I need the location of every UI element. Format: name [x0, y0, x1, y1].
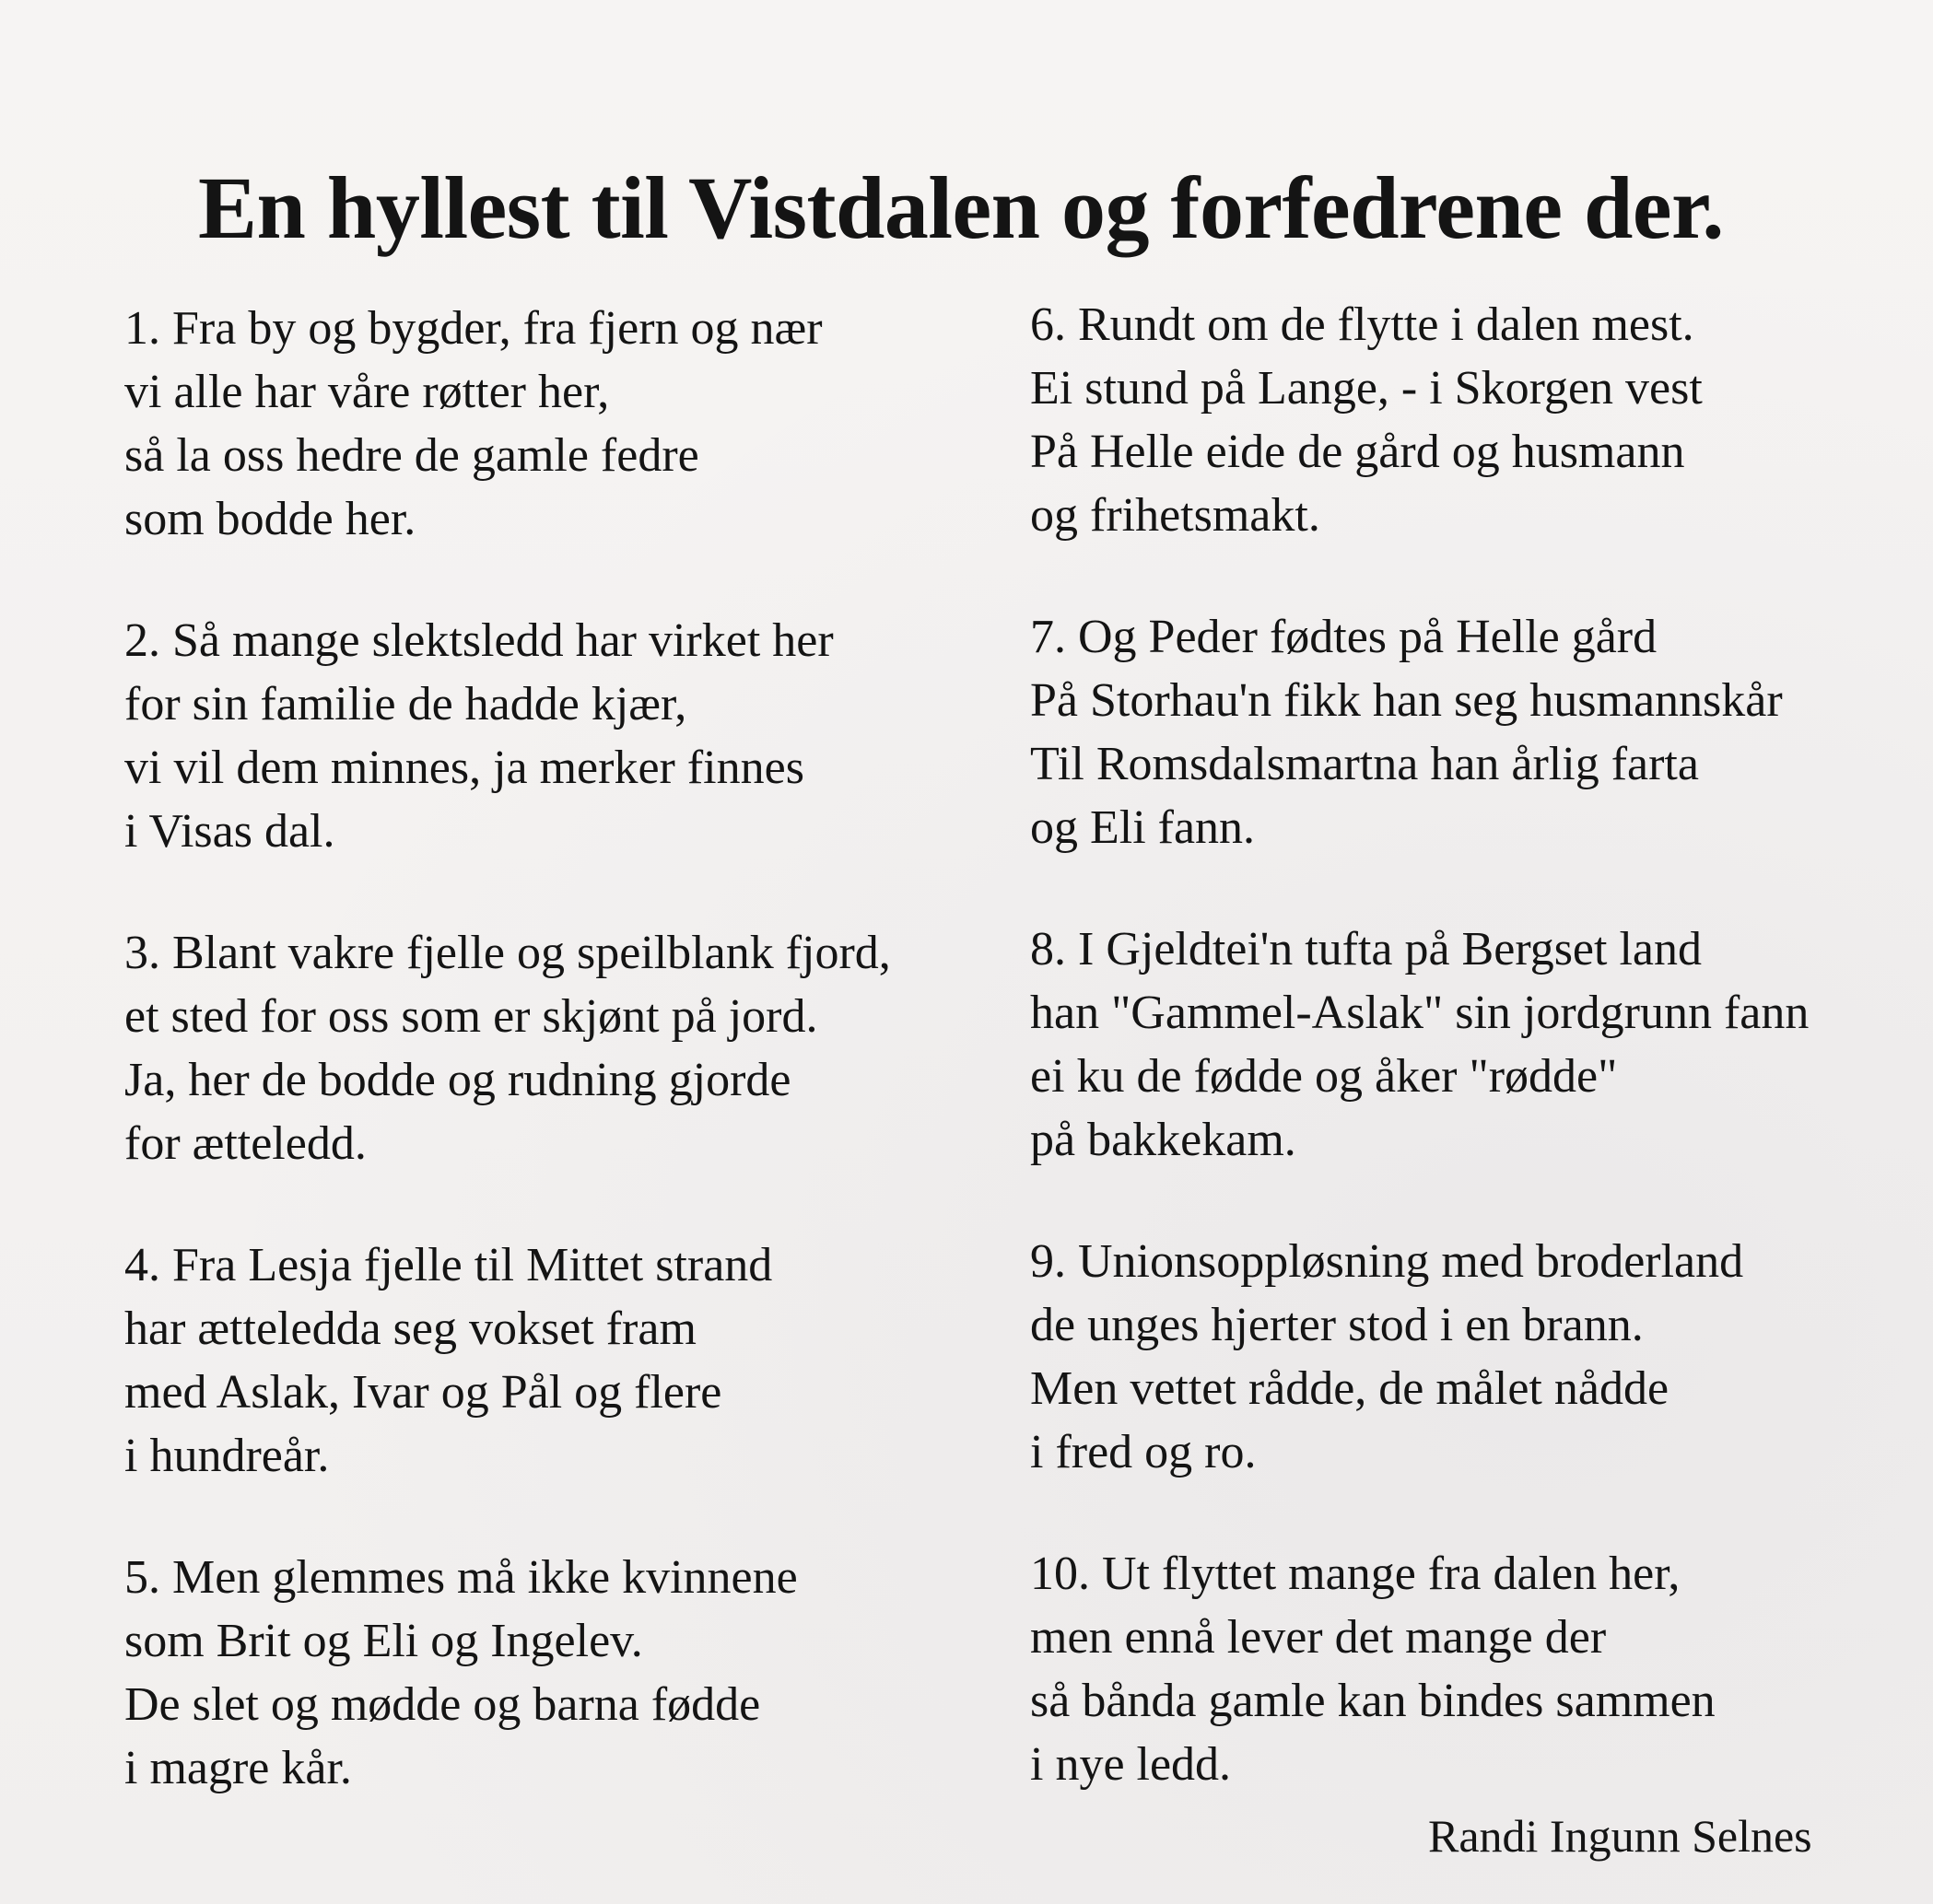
stanza-line: i nye ledd.	[1030, 1738, 1232, 1791]
stanza-line: 4. Fra Lesja fjelle til Mittet strand	[124, 1239, 773, 1291]
stanza-line: 1. Fra by og bygder, fra fjern og nær	[124, 302, 823, 355]
stanza-line: med Aslak, Ivar og Pål og flere	[124, 1366, 722, 1419]
stanza-line: På Storhau'n fikk han seg husmannskår	[1030, 674, 1783, 727]
stanza-8	[1030, 917, 1859, 1172]
stanza-line: men ennå lever det mange der	[1030, 1611, 1607, 1664]
stanza-10	[1030, 1542, 1859, 1796]
stanza-6	[1030, 293, 1859, 547]
stanza-line: 2. Så mange slektsledd har virket her	[124, 614, 834, 667]
stanza-line: 7. Og Peder fødtes på Helle gård	[1030, 611, 1658, 663]
stanza-line: Men vettet rådde, de målet nådde	[1030, 1362, 1669, 1415]
stanza-1	[124, 297, 954, 551]
stanza-line: som bodde her.	[124, 493, 416, 545]
stanza-2	[124, 609, 954, 863]
stanza-4	[124, 1233, 954, 1488]
stanza-line: han "Gammel-Aslak" sin jordgrunn fann	[1030, 987, 1810, 1039]
left-column	[124, 297, 954, 1800]
stanza-line: Til Romsdalsmartna han årlig farta	[1030, 738, 1699, 790]
stanza-line: på bakkekam.	[1030, 1114, 1296, 1166]
stanza-line: Ei stund på Lange, - i Skorgen vest	[1030, 362, 1703, 415]
stanza-line: 6. Rundt om de flytte i dalen mest.	[1030, 298, 1694, 351]
stanza-7	[1030, 605, 1859, 859]
stanza-line: de unges hjerter stod i en brann.	[1030, 1299, 1644, 1351]
poem-title: En hyllest til Vistdalen og forfedrene der.	[198, 158, 1724, 257]
stanza-line: i hundreår.	[124, 1430, 330, 1482]
stanza-line: i Visas dal.	[124, 805, 335, 858]
author-signature: Randi Ingunn Selnes	[1428, 1810, 1812, 1862]
stanza-line: På Helle eide de gård og husmann	[1030, 426, 1685, 478]
stanza-line: i fred og ro.	[1030, 1426, 1257, 1478]
stanza-line: så bånda gamle kan bindes sammen	[1030, 1675, 1716, 1727]
stanza-line: 10. Ut flyttet mange fra dalen her,	[1030, 1548, 1681, 1600]
stanza-line: så la oss hedre de gamle fedre	[124, 429, 699, 482]
stanza-line: vi alle har våre røtter her,	[124, 366, 610, 418]
stanza-line: De slet og mødde og barna fødde	[124, 1678, 761, 1731]
stanza-line: har ætteledda seg vokset fram	[124, 1302, 697, 1355]
stanza-9	[1030, 1230, 1859, 1484]
stanza-line: og Eli fann.	[1030, 801, 1256, 854]
stanza-5	[124, 1546, 954, 1800]
stanza-line: Ja, her de bodde og rudning gjorde	[124, 1054, 791, 1106]
stanza-line: ei ku de fødde og åker "rødde"	[1030, 1050, 1618, 1103]
stanza-line: 3. Blant vakre fjelle og speilblank fjord,	[124, 927, 891, 979]
right-column	[1030, 293, 1859, 1796]
stanza-line: et sted for oss som er skjønt på jord.	[124, 990, 818, 1043]
stanza-line: for ætteledd.	[124, 1117, 367, 1170]
stanza-line: 8. I Gjeldtei'n tufta på Bergset land	[1030, 923, 1702, 975]
stanza-3	[124, 921, 954, 1175]
stanza-line: 5. Men glemmes må ikke kvinnene	[124, 1551, 798, 1604]
stanza-line: og frihetsmakt.	[1030, 489, 1320, 542]
stanza-line: for sin familie de hadde kjær,	[124, 678, 687, 730]
stanza-line: som Brit og Eli og Ingelev.	[124, 1615, 643, 1667]
stanza-line: vi vil dem minnes, ja merker finnes	[124, 742, 804, 794]
stanza-line: i magre kår.	[124, 1742, 352, 1794]
stanza-line: 9. Unionsoppløsning med broderland	[1030, 1235, 1744, 1288]
